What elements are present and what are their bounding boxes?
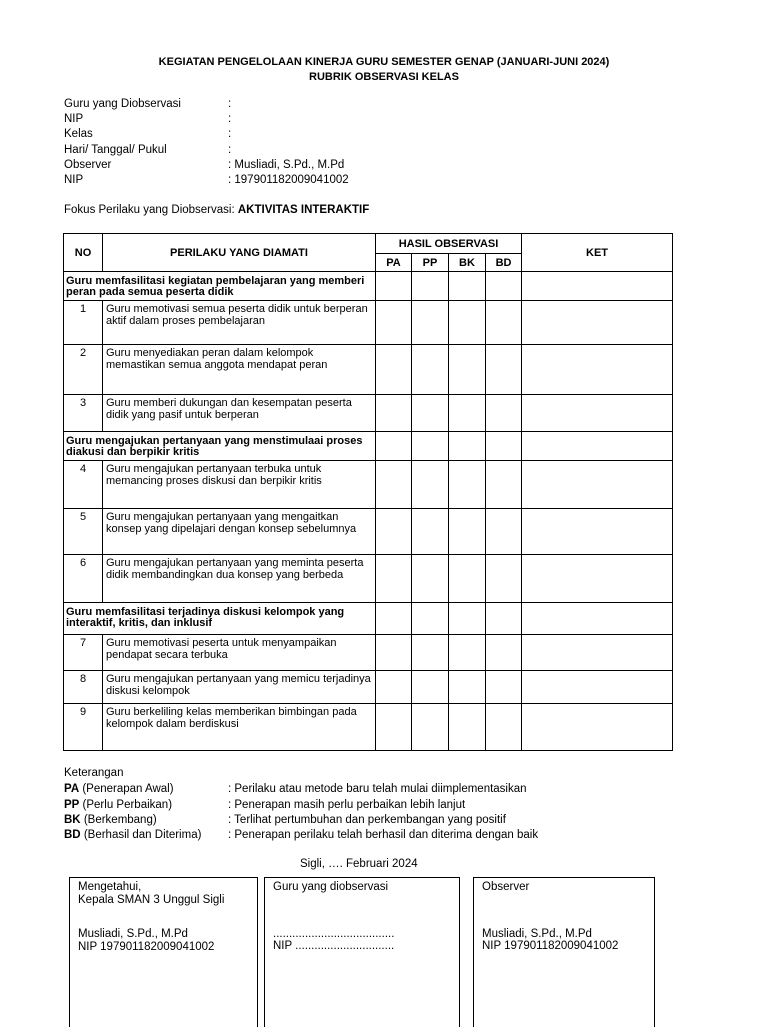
date-line: Sigli, …. Februari 2024 [300, 858, 418, 870]
item-text: Guru memotivasi peserta untuk menyampaikan pendapat secara terbuka [103, 635, 376, 671]
cell-bd[interactable] [486, 301, 522, 345]
cell-bk[interactable] [449, 345, 486, 395]
cell-pp[interactable] [412, 704, 449, 751]
info-label: Hari/ Tanggal/ Pukul [64, 144, 167, 156]
focus-value: AKTIVITAS INTERAKTIF [237, 204, 370, 216]
section-row [64, 432, 673, 461]
table-row [64, 555, 673, 603]
table-row [64, 301, 673, 345]
legend-code: PP [64, 799, 80, 811]
cell-ket[interactable] [522, 603, 673, 635]
signature-nip: NIP ............................... [273, 940, 395, 952]
cell-pa[interactable] [376, 272, 412, 301]
cell-bd[interactable] [486, 272, 522, 301]
legend-item [64, 827, 538, 843]
cell-bd[interactable] [486, 671, 522, 704]
legend-name: (Berhasil dan Diterima) [80, 829, 202, 841]
info-value: : [228, 113, 232, 125]
cell-pp[interactable] [412, 635, 449, 671]
signature-heading: Observer [482, 881, 530, 893]
info-row-nip [64, 112, 231, 127]
cell-pa[interactable] [376, 432, 412, 461]
cell-pp[interactable] [412, 603, 449, 635]
table-row [64, 671, 673, 704]
signature-nip: NIP 197901182009041002 [78, 940, 215, 953]
legend-item [64, 781, 527, 797]
cell-ket[interactable] [522, 272, 673, 301]
item-no: 4 [64, 461, 103, 509]
info-value: : [228, 144, 232, 156]
cell-bk[interactable] [449, 301, 486, 345]
signature-nip: NIP 197901182009041002 [482, 940, 619, 952]
info-row-observer [64, 158, 344, 173]
item-no: 6 [64, 555, 103, 603]
cell-ket[interactable] [522, 432, 673, 461]
table-row [64, 395, 673, 432]
item-text: Guru berkeliling kelas memberikan bimbingan pada kelompok dalam berdiskusi [103, 704, 376, 751]
table-row [64, 704, 673, 751]
item-no: 5 [64, 509, 103, 555]
cell-pp[interactable] [412, 272, 449, 301]
item-no: 9 [64, 704, 103, 751]
cell-bk[interactable] [449, 704, 486, 751]
header-bd: BD [486, 254, 522, 272]
info-value: : 197901182009041002 [228, 174, 349, 186]
focus-line [64, 204, 369, 216]
signature-box-guru [264, 877, 460, 1027]
cell-pa[interactable] [376, 395, 412, 432]
header-pp: PP [412, 254, 449, 272]
item-text: Guru memberi dukungan dan kesempatan peserta didik yang pasif untuk berperan [103, 395, 376, 432]
section-row [64, 272, 673, 301]
document-title: KEGIATAN PENGELOLAAN KINERJA GURU SEMESTER GENAP (JANUARI-JUNI 2024) [158, 56, 610, 68]
cell-pp[interactable] [412, 461, 449, 509]
legend-desc: : Terlihat pertumbuhan dan perkembangan yang positif [228, 814, 506, 826]
legend-desc: : Penerapan perilaku telah berhasil dan diterima dengan baik [228, 829, 539, 841]
info-label: NIP [64, 113, 84, 125]
legend-title: Keterangan [64, 767, 124, 779]
cell-ket[interactable] [522, 555, 673, 603]
cell-pp[interactable] [412, 671, 449, 704]
cell-pa[interactable] [376, 345, 412, 395]
table-row [64, 345, 673, 395]
info-label: Kelas [64, 128, 93, 140]
table-header-row [64, 234, 673, 254]
item-text: Guru mengajukan pertanyaan yang memicu terjadinya diskusi kelompok [103, 671, 376, 704]
cell-bk[interactable] [449, 395, 486, 432]
rubric-table [63, 233, 673, 751]
cell-pa[interactable] [376, 301, 412, 345]
cell-ket[interactable] [522, 704, 673, 751]
legend-name: (Berkembang) [80, 814, 157, 826]
info-row-hari [64, 143, 231, 158]
table-row [64, 635, 673, 671]
cell-pa[interactable] [376, 461, 412, 509]
cell-bd[interactable] [486, 432, 522, 461]
signature-name: Musliadi, S.Pd., M.Pd [482, 927, 592, 940]
cell-bk[interactable] [449, 509, 486, 555]
item-no: 1 [64, 301, 103, 345]
signature-name: ...................................... [273, 927, 395, 940]
cell-ket[interactable] [522, 671, 673, 704]
cell-pp[interactable] [412, 301, 449, 345]
item-no: 3 [64, 395, 103, 432]
document-subtitle: RUBRIK OBSERVASI KELAS [309, 71, 459, 83]
signature-box-kepala [69, 877, 258, 1027]
cell-bd[interactable] [486, 635, 522, 671]
cell-ket[interactable] [522, 301, 673, 345]
cell-bk[interactable] [449, 555, 486, 603]
cell-bk[interactable] [449, 461, 486, 509]
legend-item [64, 812, 506, 828]
legend-code: BK [64, 814, 81, 826]
cell-pp[interactable] [412, 555, 449, 603]
header-pa: PA [376, 254, 412, 272]
cell-ket[interactable] [522, 509, 673, 555]
cell-pp[interactable] [412, 395, 449, 432]
signature-heading: Guru yang diobservasi [273, 881, 389, 893]
legend-name: (Perlu Perbaikan) [79, 799, 173, 811]
info-label: Guru yang Diobservasi [64, 98, 181, 110]
info-label: Observer [64, 159, 112, 171]
cell-bk[interactable] [449, 272, 486, 301]
item-text: Guru menyediakan peran dalam kelompok memastikan semua anggota mendapat peran [103, 345, 376, 395]
cell-pa[interactable] [376, 704, 412, 751]
cell-pa[interactable] [376, 509, 412, 555]
info-value: : [228, 128, 232, 140]
cell-bd[interactable] [486, 509, 522, 555]
section-title: Guru memfasilitasi terjadinya diskusi kelompok yang interaktif, kritis, dan inklusif [64, 603, 376, 635]
table-row [64, 461, 673, 509]
cell-pa[interactable] [376, 671, 412, 704]
info-row-guru [64, 97, 231, 112]
cell-bk[interactable] [449, 671, 486, 704]
info-row-kelas [64, 127, 231, 142]
header-bk: BK [449, 254, 486, 272]
info-row-observer-nip [64, 173, 349, 188]
legend-desc: : Penerapan masih perlu perbaikan lebih lanjut [228, 799, 466, 811]
cell-bd[interactable] [486, 395, 522, 432]
cell-pp[interactable] [412, 509, 449, 555]
focus-label: Fokus Perilaku yang Diobservasi: [64, 204, 238, 216]
cell-pp[interactable] [412, 432, 449, 461]
cell-pa[interactable] [376, 603, 412, 635]
cell-pa[interactable] [376, 555, 412, 603]
table-row [64, 509, 673, 555]
section-title: Guru memfasilitasi kegiatan pembelajaran yang memberi peran pada semua peserta didik [64, 272, 376, 301]
cell-ket[interactable] [522, 395, 673, 432]
signature-role: Kepala SMAN 3 Unggul Sigli [78, 893, 225, 906]
section-title: Guru mengajukan pertanyaan yang menstimulaai proses diakusi dan berpikir kritis [64, 432, 376, 461]
item-text: Guru mengajukan pertanyaan yang mengaitkan konsep yang dipelajari dengan konsep sebelumnya [103, 509, 376, 555]
cell-pa[interactable] [376, 635, 412, 671]
cell-bk[interactable] [449, 603, 486, 635]
signature-name: Musliadi, S.Pd., M.Pd [78, 928, 188, 940]
item-no: 2 [64, 345, 103, 395]
legend-code: BD [64, 829, 81, 841]
cell-pp[interactable] [412, 345, 449, 395]
legend-desc: : Perilaku atau metode baru telah mulai diimplementasikan [228, 783, 527, 795]
signature-heading: Mengetahui, [78, 881, 142, 893]
cell-bk[interactable] [449, 432, 486, 461]
section-row [64, 603, 673, 635]
header-ket: KET [522, 234, 673, 272]
item-no: 8 [64, 671, 103, 704]
info-value: : Musliadi, S.Pd., M.Pd [228, 159, 345, 171]
cell-bd[interactable] [486, 555, 522, 603]
cell-bk[interactable] [449, 635, 486, 671]
item-no: 7 [64, 635, 103, 671]
legend-code: PA [64, 783, 80, 795]
cell-bd[interactable] [486, 704, 522, 751]
cell-bd[interactable] [486, 345, 522, 395]
item-text: Guru mengajukan pertanyaan yang meminta peserta didik membandingkan dua konsep yang berbeda [103, 555, 376, 603]
info-label: NIP [64, 174, 84, 186]
header-hasil-observasi: HASIL OBSERVASI [376, 234, 522, 254]
item-text: Guru mengajukan pertanyaan terbuka untuk memancing proses diskusi dan berpikir kritis [103, 461, 376, 509]
cell-bd[interactable] [486, 603, 522, 635]
item-text: Guru memotivasi semua peserta didik untuk berperan aktif dalam proses pembelajaran [103, 301, 376, 345]
cell-ket[interactable] [522, 345, 673, 395]
legend-name: (Penerapan Awal) [79, 783, 174, 795]
legend-item [64, 797, 465, 813]
info-value: : [228, 98, 232, 110]
cell-ket[interactable] [522, 461, 673, 509]
cell-bd[interactable] [486, 461, 522, 509]
header-perilaku: PERILAKU YANG DIAMATI [103, 234, 376, 272]
signature-box-observer [473, 877, 655, 1027]
cell-ket[interactable] [522, 635, 673, 671]
header-no: NO [64, 234, 103, 272]
